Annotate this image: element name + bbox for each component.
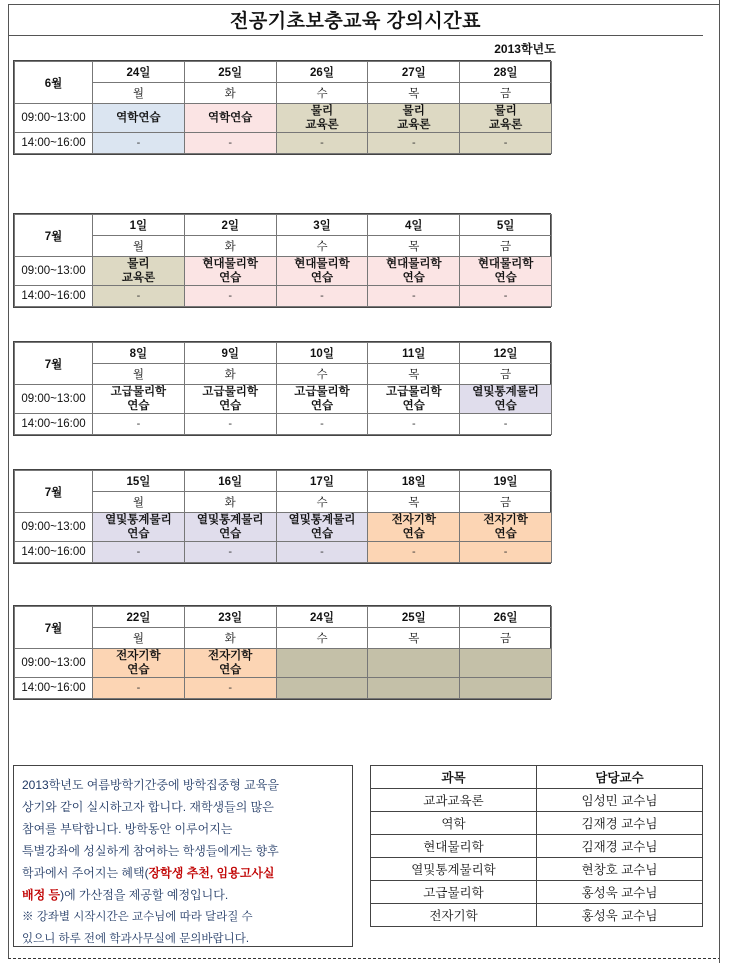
day-number: 11일 [368, 343, 460, 364]
class-cell [460, 133, 552, 154]
class-cell [276, 678, 368, 699]
page-title-text: 전공기초보충교육 강의시간표 [230, 11, 481, 32]
month-label: 7월 [15, 343, 93, 385]
class-cell-empty-marker: - [320, 290, 324, 302]
day-number: 2일 [184, 215, 276, 236]
class-cell-line2: 연습 [494, 272, 517, 284]
class-cell-empty-marker: - [320, 137, 324, 149]
class-cell [93, 513, 185, 542]
notice-line-7: ※ 강좌별 시작시간은 교수님에 따라 달라질 수 [22, 911, 253, 923]
time-label-afternoon: 14:00~16:00 [15, 133, 93, 154]
class-cell-empty-marker: - [136, 682, 141, 694]
class-cell-line2: 연습 [219, 664, 242, 676]
class-cell-line1: 열및통계물리 [196, 514, 264, 526]
class-cell-empty-marker: - [228, 137, 233, 149]
day-number: 26일 [276, 62, 368, 83]
class-cell-line1: 역학연습 [207, 112, 253, 124]
class-cell-empty-marker: - [503, 418, 508, 430]
class-cell-line1: 물리 [402, 105, 425, 117]
day-number: 10일 [276, 343, 368, 364]
class-cell-line1: 현대물리학 [294, 258, 350, 270]
class-cell-line2: 연습 [310, 272, 334, 284]
class-cell [276, 104, 368, 133]
week-block [13, 469, 551, 564]
month-label: 7월 [15, 607, 93, 649]
table-row [371, 881, 703, 904]
day-name: 금 [460, 364, 552, 385]
day-name: 수 [276, 83, 368, 104]
professor-name: 홍성욱 교수님 [537, 904, 703, 927]
class-cell [184, 678, 276, 699]
class-cell [460, 414, 552, 435]
professor-table-header: 담당교수 [537, 766, 703, 789]
time-label-afternoon: 14:00~16:00 [15, 286, 93, 307]
day-name: 금 [460, 492, 552, 513]
day-number: 15일 [93, 471, 185, 492]
class-cell-empty-marker: - [136, 418, 141, 430]
professor-name: 김재경 교수님 [537, 835, 703, 858]
day-name: 목 [368, 236, 460, 257]
table-row [371, 789, 703, 812]
class-cell-line1: 고급물리학 [202, 386, 258, 398]
time-label-afternoon: 14:00~16:00 [15, 542, 93, 563]
class-cell [93, 133, 185, 154]
class-cell [368, 385, 460, 414]
class-cell-line2: 연습 [310, 400, 334, 412]
class-cell-line2: 연습 [402, 400, 425, 412]
class-cell [276, 286, 368, 307]
class-cell-empty-marker: - [503, 290, 508, 302]
class-cell [276, 542, 368, 563]
class-cell-line1: 고급물리학 [386, 386, 442, 398]
table-row [371, 904, 703, 927]
class-cell [93, 678, 185, 699]
class-cell-line1: 열및통계물리 [105, 514, 172, 526]
class-cell [184, 385, 276, 414]
day-name: 수 [276, 364, 368, 385]
class-cell-line2: 교육론 [121, 272, 156, 284]
class-cell [276, 513, 368, 542]
day-name: 화 [184, 236, 276, 257]
day-number: 25일 [184, 62, 276, 83]
notice-line-5-pre: 학과에서 주어지는 혜택( [22, 866, 149, 880]
day-number: 1일 [93, 215, 185, 236]
class-cell [184, 257, 276, 286]
day-number: 16일 [184, 471, 276, 492]
class-cell-empty-marker: - [320, 546, 324, 558]
time-label-morning: 09:00~13:00 [15, 104, 93, 133]
day-name: 월 [93, 236, 185, 257]
class-cell [460, 513, 552, 542]
day-name: 월 [93, 83, 185, 104]
class-cell [184, 104, 276, 133]
class-cell-line1: 역학연습 [116, 112, 161, 124]
time-label-morning: 09:00~13:00 [15, 257, 93, 286]
class-cell-line2: 연습 [127, 664, 150, 676]
day-number: 23일 [184, 607, 276, 628]
week-block [13, 213, 551, 308]
day-number: 12일 [460, 343, 552, 364]
day-name: 금 [460, 83, 552, 104]
day-name: 금 [460, 236, 552, 257]
day-name: 목 [368, 364, 460, 385]
class-cell-line2: 연습 [219, 400, 242, 412]
academic-year-label: 2013학년도 [494, 42, 556, 56]
class-cell [368, 678, 460, 699]
class-cell [368, 513, 460, 542]
day-number: 24일 [276, 607, 368, 628]
day-number: 28일 [460, 62, 552, 83]
day-number: 22일 [93, 607, 185, 628]
class-cell-line2: 연습 [494, 528, 517, 540]
professor-name: 임성민 교수님 [537, 789, 703, 812]
class-cell [276, 649, 368, 678]
month-label: 6월 [15, 62, 93, 104]
class-cell [460, 104, 552, 133]
class-cell [368, 286, 460, 307]
subject-name: 열및통계물리학 [371, 858, 537, 881]
day-number: 26일 [460, 607, 552, 628]
class-cell-line1: 고급물리학 [110, 386, 167, 398]
table-row [371, 835, 703, 858]
week-block [13, 605, 551, 700]
class-cell-line2: 교육론 [305, 119, 339, 131]
subject-name: 역학 [371, 812, 537, 835]
class-cell [460, 257, 552, 286]
class-cell-line1: 전자기학 [391, 514, 436, 526]
notice-line-6 [22, 884, 346, 906]
day-number: 19일 [460, 471, 552, 492]
class-cell [276, 133, 368, 154]
class-cell [184, 133, 276, 154]
notice-highlight-2: 배정 등 [22, 888, 61, 902]
class-cell [368, 414, 460, 435]
class-cell [93, 542, 185, 563]
day-number: 4일 [368, 215, 460, 236]
class-cell [276, 414, 368, 435]
class-cell-line1: 현대물리학 [202, 258, 258, 270]
day-name: 화 [184, 628, 276, 649]
class-cell-empty-marker: - [228, 682, 233, 694]
day-name: 수 [276, 628, 368, 649]
notice-line-3: 참여를 부탁합니다. 방학동안 이루어지는 [22, 822, 233, 836]
class-cell [460, 678, 552, 699]
notice-line-8: 있으니 하루 전에 학과사무실에 문의바랍니다. [22, 933, 250, 945]
class-cell [184, 649, 276, 678]
page-title [8, 4, 703, 36]
class-cell [368, 133, 460, 154]
class-cell [276, 385, 368, 414]
class-cell [460, 542, 552, 563]
notice-line-5 [22, 862, 346, 884]
month-label: 7월 [15, 471, 93, 513]
week-block [13, 60, 551, 155]
class-cell-empty-marker: - [411, 418, 416, 430]
table-row [371, 858, 703, 881]
class-cell [93, 286, 185, 307]
class-cell-line1: 물리 [494, 105, 517, 117]
class-cell [368, 649, 460, 678]
notice-line-2: 상기와 같이 실시하고자 합니다. 재학생들의 많은 [22, 800, 274, 814]
class-cell [93, 104, 185, 133]
professor-name: 현창호 교수님 [537, 858, 703, 881]
day-number: 3일 [276, 215, 368, 236]
day-number: 5일 [460, 215, 552, 236]
class-cell [93, 414, 185, 435]
notice-line-6-post: )에 가산점을 제공할 예정입니다. [60, 888, 229, 902]
class-cell-line2: 연습 [127, 400, 150, 412]
class-cell [184, 286, 276, 307]
class-cell-line1: 현대물리학 [386, 258, 442, 270]
class-cell-empty-marker: - [136, 290, 141, 302]
day-name: 수 [276, 236, 368, 257]
day-name: 목 [368, 628, 460, 649]
day-number: 9일 [184, 343, 276, 364]
class-cell-empty-marker: - [411, 290, 416, 302]
time-label-morning: 09:00~13:00 [15, 385, 93, 414]
class-cell [184, 513, 276, 542]
class-cell-line2: 연습 [402, 528, 425, 540]
day-number: 27일 [368, 62, 460, 83]
class-cell [460, 649, 552, 678]
class-cell-line1: 열및통계물리 [472, 386, 539, 398]
class-cell-empty-marker: - [228, 546, 233, 558]
day-name: 월 [93, 364, 185, 385]
class-cell-empty-marker: - [411, 137, 416, 149]
notice-box [13, 765, 353, 947]
class-cell-empty-marker: - [320, 418, 324, 430]
day-name: 수 [276, 492, 368, 513]
class-cell [368, 104, 460, 133]
day-name: 목 [368, 83, 460, 104]
class-cell-empty-marker: - [136, 137, 141, 149]
class-cell [368, 257, 460, 286]
day-number: 24일 [93, 62, 185, 83]
subject-name: 고급물리학 [371, 881, 537, 904]
subject-name: 현대물리학 [371, 835, 537, 858]
notice-highlight-1: 장학생 추천, 임용고사실 [148, 866, 275, 880]
class-cell-empty-marker: - [228, 418, 233, 430]
day-name: 화 [184, 364, 276, 385]
day-number: 25일 [368, 607, 460, 628]
class-cell-line2: 연습 [219, 272, 242, 284]
class-cell-empty-marker: - [136, 546, 141, 558]
class-cell-line2: 연습 [402, 272, 425, 284]
day-number: 18일 [368, 471, 460, 492]
class-cell [93, 649, 185, 678]
class-cell [460, 385, 552, 414]
day-number: 17일 [276, 471, 368, 492]
day-name: 월 [93, 492, 185, 513]
day-name: 월 [93, 628, 185, 649]
subject-name: 교과교육론 [371, 789, 537, 812]
class-cell [93, 257, 185, 286]
class-cell-line2: 교육론 [397, 119, 431, 131]
class-cell-empty-marker: - [503, 546, 508, 558]
time-label-afternoon: 14:00~16:00 [15, 414, 93, 435]
class-cell-line2: 연습 [494, 400, 517, 412]
class-cell-line2: 연습 [310, 528, 334, 540]
class-cell-line1: 물리 [127, 258, 150, 270]
class-cell-empty-marker: - [411, 546, 416, 558]
class-cell [368, 542, 460, 563]
day-name: 목 [368, 492, 460, 513]
class-cell-empty-marker: - [228, 290, 233, 302]
professor-name: 홍성욱 교수님 [537, 881, 703, 904]
time-label-morning: 09:00~13:00 [15, 649, 93, 678]
day-number: 8일 [93, 343, 185, 364]
class-cell-line1: 현대물리학 [477, 258, 534, 270]
notice-line-4: 특별강좌에 성실하게 참여하는 학생들에게는 향후 [22, 844, 279, 858]
day-name: 금 [460, 628, 552, 649]
class-cell-line2: 연습 [219, 528, 242, 540]
time-label-afternoon: 14:00~16:00 [15, 678, 93, 699]
notice-line-1: 2013학년도 여름방학기간중에 방학집중형 교육을 [22, 778, 279, 792]
professor-name: 김재경 교수님 [537, 812, 703, 835]
class-cell [184, 414, 276, 435]
class-cell-line1: 전자기학 [483, 514, 528, 526]
class-cell [184, 542, 276, 563]
month-label: 7월 [15, 215, 93, 257]
professor-table-header: 과목 [371, 766, 537, 789]
class-cell-line1: 전자기학 [207, 650, 253, 662]
table-row [371, 812, 703, 835]
right-margin-column [719, 0, 737, 963]
class-cell-empty-marker: - [503, 137, 508, 149]
class-cell [93, 385, 185, 414]
week-block [13, 341, 551, 436]
professor-table [370, 765, 703, 927]
class-cell [460, 286, 552, 307]
class-cell-line1: 열및통계물리 [288, 514, 356, 526]
day-name: 화 [184, 492, 276, 513]
class-cell-line1: 물리 [310, 105, 334, 117]
class-cell-line2: 연습 [127, 528, 150, 540]
class-cell-line1: 전자기학 [116, 650, 161, 662]
class-cell-line2: 교육론 [488, 119, 523, 131]
class-cell [276, 257, 368, 286]
time-label-morning: 09:00~13:00 [15, 513, 93, 542]
subject-name: 전자기학 [371, 904, 537, 927]
class-cell-line1: 고급물리학 [294, 386, 350, 398]
day-name: 화 [184, 83, 276, 104]
